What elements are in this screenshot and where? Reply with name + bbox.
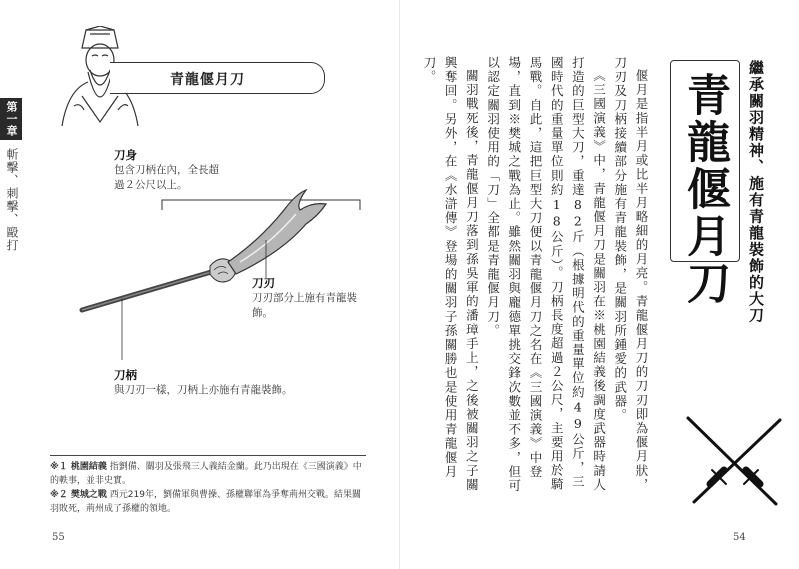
diagram-title: 青龍偃月刀 <box>170 72 245 88</box>
chapter-tab: 第一章 <box>0 98 22 140</box>
footnote-2 <box>50 488 366 516</box>
callout-shaft <box>114 368 314 398</box>
page-number-right: 54 <box>733 532 746 543</box>
callout-shaft-text: 與刀刃一樣，刀柄上亦施有青龍裝飾。 <box>114 384 293 396</box>
footnotes <box>50 455 366 516</box>
diagram-title-box <box>110 62 325 94</box>
crossed-swords-icon <box>680 412 790 512</box>
callout-edge <box>252 276 362 321</box>
article-subtitle: 繼承關羽精神、施有青龍裝飾的大刀 <box>747 60 765 324</box>
article-body <box>421 56 652 496</box>
footnote-1 <box>50 460 366 488</box>
article-paragraph-3: 關羽戰死後，青龍偃月刀落到孫吳軍的潘璋手上，之後被關羽之子關興奪回。另外，在《水滸傳》登場的關羽子孫關勝也是使用青龍偃月刀。 <box>421 56 480 492</box>
callout-edge-head: 刀刃 <box>252 276 275 290</box>
callout-shaft-head: 刀柄 <box>114 368 137 382</box>
callout-blade-text: 包含刀柄在內，全長超過２公尺以上。 <box>114 164 219 191</box>
article-paragraph-2: 《三國演義》中，青龍偃月刀是關羽在※桃園結義後調度武器時請人打造的巨型大刀，重達82斤（根據明代的重量單位約49公斤，三國時代的重量單位則約18公斤）。刀柄長度超過２公尺，主要用於騎馬戰。自此，這把巨型大刀便以青龍偃月刀之名在《三國演義》中登場，直到※樊城之戰為止。雖然關羽與龐德單挑交鋒次數並不多，但可以認定關羽使用的「刀」全都是青龍偃月刀。 <box>485 56 607 494</box>
chapter-subtitle: 斬擊、刺擊、毆打 <box>5 148 19 252</box>
callout-edge-text: 刀刃部分上施有青龍裝飾。 <box>252 292 357 319</box>
footnote-2-text: 西元219年，劉備軍與曹操、孫權聯軍為爭奪荊州交戰。結果關羽敗死，荊州成了孫權的領地。 <box>50 490 361 514</box>
footnote-2-label: ※２ 樊城之戰 <box>50 490 107 500</box>
guandao-weapon-illustration <box>70 170 370 360</box>
callout-blade <box>114 148 224 193</box>
callout-blade-head: 刀身 <box>114 148 137 162</box>
page-fold <box>399 0 400 569</box>
article-title: 青龍偃月刀 <box>679 72 730 307</box>
page-number-left: 55 <box>52 532 65 543</box>
article-paragraph-1: 偃月是指半月或比半月略細的月亮。青龍偃月刀的刀刃即為偃月狀，刀刃及刀柄接續部分施有青龍裝飾，是關羽所鍾愛的武器。 <box>612 56 649 492</box>
footnote-1-label: ※１ 桃園結義 <box>50 462 107 472</box>
footnote-1-text: 指劉備、關羽及張飛三人義結金蘭。此乃出現在《三國演義》中的軼事，並非史實。 <box>50 462 362 486</box>
